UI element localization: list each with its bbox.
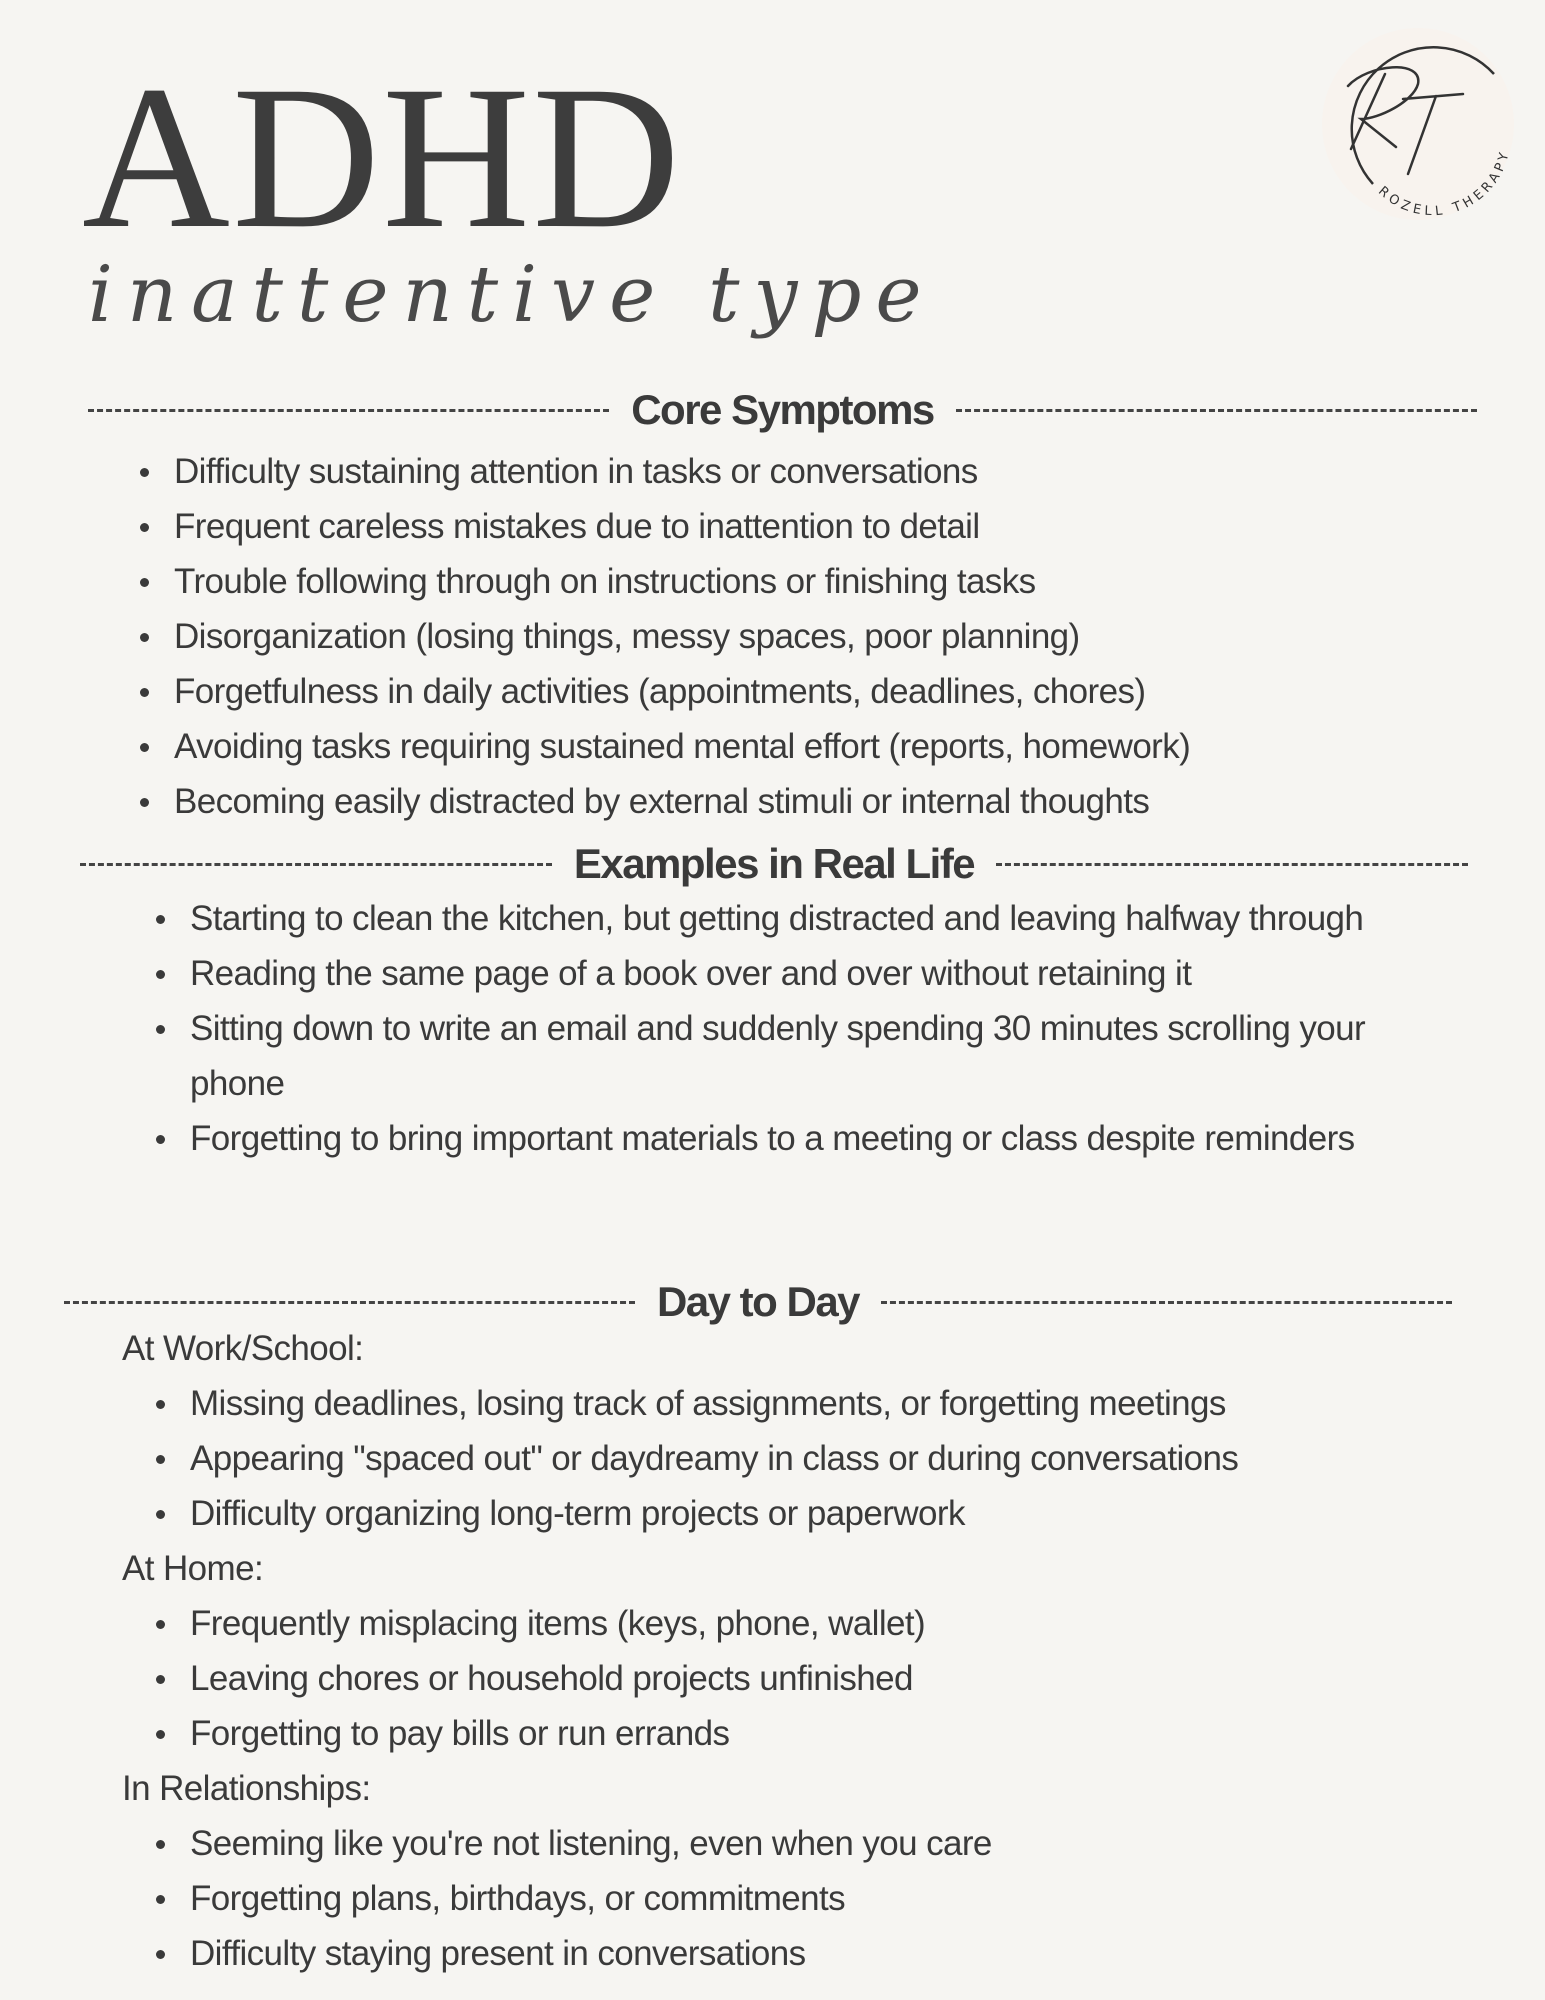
group-label: At Work/School: [122,1329,364,1368]
list-item: Forgetting to pay bills or run errands [190,1706,925,1761]
group-label: At Home: [122,1549,264,1588]
rozell-therapy-logo [1318,24,1518,224]
list-item: Becoming easily distracted by external stimuli or internal thoughts [174,774,1190,829]
list-item: Missing deadlines, losing track of assignments, or forgetting meetings [190,1376,1238,1431]
core-symptoms-list [174,444,1190,829]
section-heading: Examples in Real Life [573,840,975,887]
list-item: Disorganization (losing things, messy spaces, poor planning) [174,609,1190,664]
page-subtitle: inattentive type [88,250,936,340]
page-title: ADHD [82,44,683,271]
divider [88,409,609,412]
list-item: Difficulty organizing long-term projects or paperwork [190,1486,1238,1541]
svg-text:ROZELL THERAPY: ROZELL THERAPY [1375,147,1514,220]
relationships-list [190,1816,992,1981]
list-item: Leaving chores or household projects unfinished [190,1651,925,1706]
list-item: Frequently misplacing items (keys, phone, wallet) [190,1596,925,1651]
list-item: Forgetting plans, birthdays, or commitments [190,1871,992,1926]
work-school-list [190,1376,1238,1541]
list-item: Frequent careless mistakes due to inattention to detail [174,499,1190,554]
list-item: Reading the same page of a book over and over without retaining it [190,946,1460,1001]
group-label: In Relationships: [122,1769,371,1808]
list-item: Difficulty sustaining attention in tasks or conversations [174,444,1190,499]
section-heading: Day to Day [656,1278,860,1325]
list-item: Appearing "spaced out" or daydreamy in class or during conversations [190,1431,1238,1486]
list-item: Trouble following through on instructions or finishing tasks [174,554,1190,609]
section-header-examples [80,836,1468,892]
divider [64,1301,635,1304]
divider [881,1301,1452,1304]
list-item: Forgetting to bring important materials to a meeting or class despite reminders [190,1111,1460,1166]
list-item: Forgetfulness in daily activities (appointments, deadlines, chores) [174,664,1190,719]
list-item: Seeming like you're not listening, even when you care [190,1816,992,1871]
divider [956,409,1477,412]
list-item: Sitting down to write an email and suddenly spending 30 minutes scrolling your phone [190,1001,1460,1111]
list-item: Avoiding tasks requiring sustained mental effort (reports, homework) [174,719,1190,774]
section-header-core-symptoms [88,382,1477,438]
examples-list [190,891,1460,1166]
divider [996,863,1468,866]
divider [80,863,552,866]
home-list [190,1596,925,1761]
section-heading: Core Symptoms [631,386,934,433]
list-item: Starting to clean the kitchen, but getting distracted and leaving halfway through [190,891,1460,946]
list-item: Difficulty staying present in conversations [190,1926,992,1981]
